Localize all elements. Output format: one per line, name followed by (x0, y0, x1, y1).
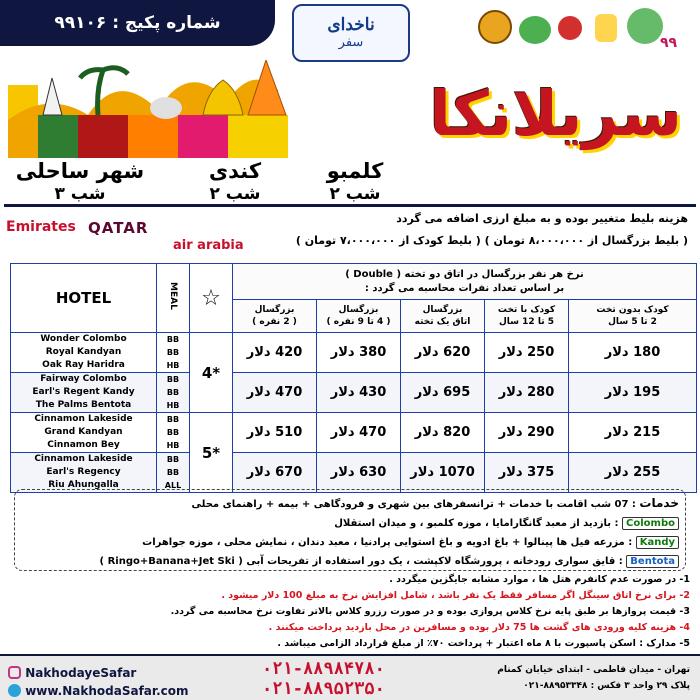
instagram-icon (8, 666, 21, 679)
colombo-line (21, 514, 679, 533)
price-cell: 380 دلار (317, 333, 401, 373)
table-row (11, 333, 697, 373)
price-cell: 255 دلار (569, 453, 697, 493)
city-name: کندی (208, 159, 262, 183)
kandy-desc: : مزرعه فیل ها پینالوا + باغ ادویه و باغ استوایی پرادنیا ، معبد دندان ، نمایش محلی ، موزه جواهرات (142, 537, 633, 548)
col-child-bed (485, 300, 569, 333)
col-child-nobed (569, 300, 697, 333)
colombo-desc: : بازدید از معبد گانگارامایا ، موزه کلمبو ، و میدان استقلال (334, 518, 619, 529)
price-cell: 1070 دلار (401, 453, 485, 493)
col-label: کودک بدون تخت 2 تا 5 سال (596, 305, 669, 327)
address-line: تهران - میدان فاطمی - ابتدای خیابان کمنام (497, 665, 690, 675)
star-icon: ☆ (190, 264, 233, 333)
package-number: شماره پکیج : ۹۹۱۰۶ (54, 13, 221, 33)
hotel-name: Earl's Regent Kandy (32, 387, 135, 397)
col-label: بزرگسال اتاق یک تخته (414, 305, 471, 327)
price-cell: 290 دلار (485, 413, 569, 453)
city-colombo (300, 158, 410, 204)
hotel-name: Riu Ahungalla (48, 480, 119, 490)
table-row (11, 453, 697, 493)
meal-header: MEAL (168, 282, 178, 310)
instagram-link[interactable] (8, 664, 189, 682)
hotel-name: Oak Ray Haridra (42, 360, 125, 370)
meal-cell (157, 333, 190, 373)
hotel-name: Cinnamon Lakeside (34, 454, 133, 464)
double-room-header (233, 264, 697, 300)
nakhoda-safar-logo (292, 4, 410, 62)
services-line (21, 494, 679, 514)
kandy-line (21, 533, 679, 552)
price-table (10, 263, 697, 493)
meal-code: BB (166, 348, 180, 357)
services-box (14, 489, 686, 571)
hotel-name: Grand Kandyan (44, 427, 123, 437)
meal-code: BB (166, 468, 180, 477)
double-header-line2: بر اساس تعداد نفرات محاسبه می گردد : (364, 282, 565, 294)
city-beach (10, 158, 150, 204)
services-title: خدمات (639, 496, 679, 510)
hotel-name: Cinnamon Bey (47, 440, 120, 450)
services-summary: : 07 شب اقامت با خدمات + ترانسفرهای بین شهری و فرودگاهی + بیمه + راهنمای محلی (191, 499, 636, 510)
stripe-green (38, 115, 78, 158)
bentota-desc: : قایق سواری رودخانه ، پرورشگاه لاکپشت ، یک دور استفاده از تفریحات آبی (246, 556, 623, 567)
price-cell: 280 دلار (485, 373, 569, 413)
table-row (11, 373, 697, 413)
ticket-prices-note: ( بلیط بزرگسال از ۸،۰۰۰،۰۰۰ تومان ) ( بلیط کودک از ۷،۰۰۰،۰۰۰ تومان ) (295, 234, 688, 247)
city-nights: ۳ شب (54, 184, 106, 204)
emirates-logo: Emirates (6, 219, 76, 235)
hotel-name: Earl's Regency (46, 467, 121, 477)
social-links (8, 664, 189, 700)
hotel-name: Royal Kandyan (45, 347, 122, 357)
colombo-tag: Colombo (622, 517, 679, 530)
kandy-tag: Kandy (636, 536, 679, 549)
double-header-line1: نرخ هر نفر بزرگسال در اتاق دو تخته ( Double ) (345, 268, 584, 280)
meal-code: BB (166, 388, 180, 397)
hotel-name: Wonder Colombo (40, 334, 127, 344)
address-line: پلاک ۲۹ واحد ۳ فکس : ۸۸۹۵۳۳۴۸-۰۲۱ (523, 681, 690, 691)
price-cell: 695 دلار (401, 373, 485, 413)
hotel-header: HOTEL (11, 264, 157, 333)
bentota-tag: Bentota (626, 555, 679, 568)
conditions-list (10, 572, 690, 652)
haft-sin-icon (627, 8, 663, 44)
sabzeh-icon (519, 16, 551, 44)
price-cell: 430 دلار (317, 373, 401, 413)
stripe-yellow-2 (228, 115, 288, 158)
col-label: بزرگسال ( 4 تا 9 نفره ) (326, 305, 391, 327)
apple-icon (558, 16, 582, 40)
star-rating: 4* (190, 333, 233, 413)
hotel-cell (11, 413, 157, 453)
website-url: www.NakhodaSafar.com (25, 684, 189, 698)
hyacinth-icon (595, 14, 617, 42)
air-arabia-logo: air arabia (173, 238, 244, 253)
condition-item: 4- هزینه کلیه ورودی های گشت ها 75 دلار بوده و مسافرین در محل بازدید پرداخت میکنند . (268, 622, 690, 633)
city-name: شهر ساحلی (15, 159, 145, 183)
price-cell: 470 دلار (317, 413, 401, 453)
condition-item: 5- مدارک : اسکن پاسپورت با ۸ ماه اعتبار + پرداخت ۷۰٪ از مبلغ قرارداد الزامی میباشد . (277, 638, 690, 649)
col-adult-double (233, 300, 317, 333)
bentota-extra: ( Ringo+Banana+Jet Ski ) (99, 556, 243, 567)
price-cell: 375 دلار (485, 453, 569, 493)
price-cell: 250 دلار (485, 333, 569, 373)
hotel-name: The Palms Bentota (35, 400, 132, 410)
star-rating: 5* (190, 413, 233, 493)
bentota-line (21, 552, 679, 571)
phone-numbers (262, 659, 385, 699)
condition-item: 3- قیمت پروازها بر طبق پایه نرخ کلاس پروازی بوده و در صورت رزرو کلاس بالاتر تفاوت نرخ محاسبه می گردد. (170, 606, 690, 617)
meal-code: HB (166, 401, 180, 410)
phone-number[interactable]: ۰۲۱-۸۸۹۸۴۷۸۰ (262, 659, 385, 679)
instagram-handle: NakhodayeSafar (25, 666, 137, 680)
divider-top (4, 204, 696, 207)
price-cell: 215 دلار (569, 413, 697, 453)
meal-code: BB (166, 455, 180, 464)
city-kandy (180, 158, 290, 204)
price-cell: 510 دلار (233, 413, 317, 453)
table-row (11, 413, 697, 453)
meal-code: BB (166, 375, 180, 384)
col-adult-single (401, 300, 485, 333)
website-link[interactable] (8, 682, 189, 700)
price-cell: 670 دلار (233, 453, 317, 493)
col-label: کودک با تخت 5 تا 12 سال (497, 305, 556, 327)
office-address (497, 662, 690, 694)
city-name: کلمبو (326, 159, 384, 183)
stripe-orange (128, 115, 178, 158)
meal-cell (157, 413, 190, 453)
meal-cell (157, 373, 190, 413)
meal-code: HB (166, 441, 180, 450)
meal-cell (157, 453, 190, 493)
meal-code: BB (166, 335, 180, 344)
condition-item: 2- برای نرخ اتاق سینگل اگر مسافر فقط یک نفر باشد ، شامل افزایش نرخ به مبلغ 100 دلار میشود . (221, 590, 690, 601)
stripe-pink (178, 115, 228, 158)
logo-line-1: ناخدای (327, 15, 375, 35)
ticket-note: هزینه بلیط متغییر بوده و به مبلغ ارزی اضافه می گردد (396, 212, 688, 225)
price-cell: 630 دلار (317, 453, 401, 493)
elephant-icon (150, 97, 182, 119)
stripe-red (78, 115, 128, 158)
sun-icon (479, 11, 511, 43)
col-label: بزرگسال ( 2 نفره ) (252, 305, 297, 327)
price-cell: 420 دلار (233, 333, 317, 373)
meal-code: ALL (164, 481, 182, 490)
hotel-cell (11, 333, 157, 373)
price-cell: 195 دلار (569, 373, 697, 413)
price-cell: 470 دلار (233, 373, 317, 413)
hotel-name: Cinnamon Lakeside (34, 414, 133, 424)
hotel-cell (11, 453, 157, 493)
price-cell: 180 دلار (569, 333, 697, 373)
col-adult-group (317, 300, 401, 333)
meal-code: BB (166, 415, 180, 424)
telegram-icon (8, 684, 21, 697)
package-number-badge (0, 0, 275, 46)
nowruz-decoration (475, 2, 697, 52)
condition-item: 1- در صورت عدم کانفرم هتل ها ، موارد مشابه جایگزین میگردد . (389, 574, 690, 585)
logo-line-2: سفر (338, 35, 364, 50)
nowruz-year: ۹۹ (660, 35, 678, 51)
meal-code: HB (166, 361, 180, 370)
price-cell: 820 دلار (401, 413, 485, 453)
hotel-cell (11, 373, 157, 413)
city-nights: ۲ شب (209, 184, 261, 204)
qatar-logo: QATAR (88, 219, 149, 237)
phone-number[interactable]: ۰۲۱-۸۸۹۵۲۳۵۰ (262, 679, 385, 699)
destination-title: سریلانکا (429, 77, 682, 150)
meal-header-cell (157, 264, 190, 333)
meal-code: BB (166, 428, 180, 437)
price-cell: 620 دلار (401, 333, 485, 373)
hotel-name: Fairway Colombo (40, 374, 127, 384)
city-nights: ۲ شب (329, 184, 381, 204)
